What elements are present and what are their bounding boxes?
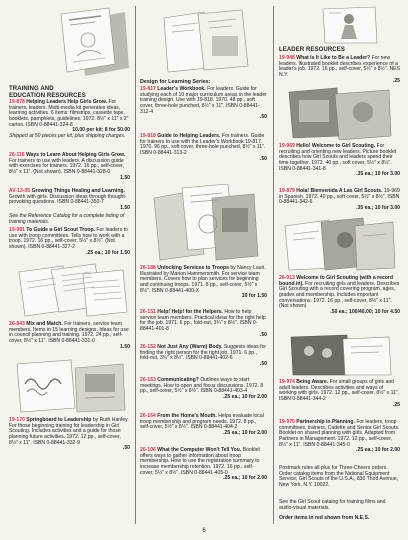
item-price: 1.50: [120, 343, 130, 350]
catalog-item: [140, 378, 267, 401]
item-description: Helps evaluate local troop membership and program needs. 1972. 8 pp., self-cover, 5½" x 8½". ISBN 0-88441-404-2: [140, 413, 264, 431]
item-code: 19-817: [140, 86, 156, 92]
column-divider: [135, 6, 136, 524]
item-title: Guide to Helping Leaders.: [157, 133, 221, 139]
booklet-illustration: [283, 216, 397, 272]
item-code: 19-970: [279, 419, 295, 425]
item-price: 10.00 per kit; 8 for 50.00: [72, 127, 130, 134]
item-code: 19-948: [279, 55, 295, 61]
item-description: For trainers, leaders. Multi-media kit generates ideas, learning activities. 6 items: filmstrips, cassette tape, booklets, pamphlets, guidelines. 1972. 8½" x 11" x 2" carton. ISBN 0-88441-324-8: [9, 99, 129, 128]
ordering-note: Postmark rules all plus for Three-Cheers orders. Order catalog items from the National Equipment Service, Girl Scouts of the U.S.A., 830 Third Avenue, New York, N.Y. 10022.: [279, 465, 399, 488]
catalog-item: [279, 189, 400, 212]
item-description: Outlines ways to start meetings. How to open and focus discussions. 1972. 8 pp., self-cover, 5½" x 8½". ISBN 0-88441-403-4: [140, 377, 264, 395]
catalog-item: [279, 420, 400, 454]
ordering-note: See the Girl Scout catalog for training films and audio-visual materials.: [279, 499, 386, 511]
catalog-item: [279, 276, 400, 316]
item-price: .50: [122, 445, 130, 452]
item-code: 26-913: [279, 275, 295, 281]
item-price: 1.50: [120, 204, 130, 211]
item-code: 19-878: [9, 99, 25, 105]
booklet-illustration: [148, 184, 260, 262]
item-price: .25 ea.; 10 for 2.00: [356, 447, 400, 454]
item-price: .50 ea.; 100/40.00; 10 for 4.50: [330, 308, 400, 315]
item-title: Help! Help! for the Helpers.: [157, 309, 223, 315]
item-price: .25 ea.; 10 for 2.00: [223, 429, 267, 436]
catalog-item: [279, 380, 400, 408]
item-title: Not Just Any (Warm) Body.: [157, 344, 223, 350]
item-description: For leaders, troop committees, trainers, Cadette and Senior Girl Scouts. Booklet on shared planning with girls. Adapted from Partners in Management. 1972. 12 pp., self-cover, 8½" x 11". ISBN 0-88441-345-0: [279, 419, 400, 448]
catalog-item: [279, 56, 400, 84]
item-price: .25 ea.; 10 for 1.50: [86, 249, 130, 256]
item-description: For trainers, service team members. Items in 15 learning designs. Ideas for use in council planning and training. 1972. 24 pp., self-cover, 8½" x 11". ISBN 0-88441-331-0: [9, 321, 129, 344]
catalog-item: [140, 448, 267, 482]
item-code: AV-13-05: [9, 188, 31, 194]
item-title: Ways to Learn About Helping Girls Grow.: [26, 152, 126, 158]
item-code: 26-164: [140, 413, 156, 419]
item-description: 19-969 in Spanish. 1972. 40 pp., soft cover, 5½" x 8½". ISBN 0-88441-342-6: [279, 188, 400, 206]
item-price: .35 ea.; 10 for 3.00: [356, 171, 400, 178]
booklet-illustration: [55, 6, 131, 82]
item-code: 19-969: [279, 143, 295, 149]
catalog-item: [140, 345, 267, 368]
series-heading: Design for Learning Series:: [140, 79, 211, 85]
catalog-item: [279, 144, 400, 178]
catalog-item: [9, 100, 130, 140]
item-code: 19-818: [140, 133, 156, 139]
item-title: Communicating?: [157, 377, 199, 383]
item-title: Growing Things Healing and Learning.: [31, 188, 125, 194]
item-description: For trainers to use with leaders. A discussion guide with exercises for trainers. 1972. 16 pp., self-cover, 8½" x 11". (Not shown). ISBN 0-88441-328-0: [9, 157, 124, 175]
item-price: .50: [259, 114, 267, 121]
item-description: For new leaders. Illustrated booklet describes experience of a leader's job. 1972. 16 pp., self-cover, 5½" x 8½". NES N.Y.: [279, 55, 400, 78]
catalog-item: [140, 134, 267, 162]
item-description: by Ruth Hanley. For those beginning training for leadership in Girl Scouting. Includes activities and a guide for those planning future activities. 1972. 12 pp., self-cover, 8½" x 11". ISBN 0-88441-332-9: [9, 417, 129, 446]
item-code: 26-116: [9, 152, 25, 158]
section-heading: [9, 86, 130, 99]
catalog-item: [9, 418, 130, 452]
section-heading: LEADER RESOURCES: [279, 47, 345, 53]
booklet-illustration: [319, 5, 381, 45]
item-description: For trainers. Guide for trainers to use with the Leader's Workbook 19-817. 1970. 96 pp., soft cover, three-hole punched, 8½" x 11". ISBN 0-88441-313-2: [140, 133, 266, 156]
item-title: To Guide a Girl Scout Troop.: [26, 227, 95, 233]
item-code: 26-163: [140, 377, 156, 383]
right-column: [279, 0, 400, 540]
item-price: .25: [392, 401, 400, 408]
booklet-illustration: [11, 262, 129, 318]
item-price: .35 ea.; 10 for 3.00: [356, 204, 400, 211]
booklet-illustration: [287, 333, 393, 377]
left-column: [9, 0, 130, 540]
item-code: 26-151: [140, 309, 156, 315]
booklet-illustration: [285, 86, 395, 140]
item-price: .25 ea.; 10 for 2.00: [223, 475, 267, 482]
item-title: Partnership in Planning.: [296, 419, 355, 425]
section-heading-line: TRAINING AND: [9, 86, 54, 92]
item-price: 1.50: [120, 174, 130, 181]
catalog-item: [9, 189, 130, 212]
item-description: For leaders to use with troop committees. Tells how to work with a troop. 1972. 16 pp., self-cover, 5½" x 8½". (Not shown). ISBN 0-88441-327-2: [9, 227, 128, 250]
item-description: Suggests ideas for finding the right person for the right job. 1971. 6 pp., fold-out, 3¾" x 8½". ISBN 0-88441-402-6: [140, 344, 267, 362]
item-code: 19-170: [9, 417, 25, 423]
item-title: Mix and Match.: [26, 321, 63, 327]
item-description: How to help service team members. Practical ideas for the right help for the job. 1971. 6 pp., fold-out, 3¾" x 8½". ISBN 0-88441-401-8: [140, 309, 266, 332]
item-description: Booklet offers ways to gather information about troop membership. How to use the registration summary to increase membership retention. 1972. 16 pp., self-cover, 5½" x 8½". ISBN 0-88441-405-0: [140, 447, 260, 476]
item-price: .25: [392, 77, 400, 84]
item-code: 26-843: [9, 321, 25, 327]
page-number: 6: [202, 528, 206, 534]
item-title: Helping Leaders Help Girls Grow.: [26, 99, 108, 105]
item-price: .50: [259, 331, 267, 338]
catalog-item: [9, 322, 130, 350]
catalog-item: [140, 87, 267, 121]
item-title: Springboard to Leadership: [26, 417, 92, 423]
item-note: Shipped at 50 pieces per kit, plus shipping charges.: [9, 132, 126, 139]
item-description: by Nancy Lauri. Illustrated by Marion Hammersmith. For service team members. Covers how to plan services for beginning and continuing troops. 1971. 8 pp., self-cover, 5½" x 8½". ISBN 0-88441-400-X: [140, 265, 266, 294]
item-code: 26-152: [140, 344, 156, 350]
item-title: What the Computer Won't Tell You.: [157, 447, 242, 453]
catalog-item: [140, 310, 267, 338]
item-code: 19-981: [9, 227, 25, 233]
item-title: Leader's Workbook.: [157, 86, 206, 92]
item-code: 19-974: [279, 379, 295, 385]
item-title: Hola! Bienvenida A Las Girl Scouts.: [296, 188, 383, 194]
item-title: Being Aware.: [296, 379, 329, 385]
catalog-item: [9, 228, 130, 256]
item-price: .50: [259, 155, 267, 162]
column-divider: [273, 6, 274, 524]
item-title: Unlocking Services to Troops: [157, 265, 229, 271]
item-description: Growth with girls. Discussion ideas through thought-provoking questions. ISBN 0-88441-350-7: [9, 193, 127, 206]
middle-column: [140, 0, 267, 540]
booklet-illustration: [13, 358, 127, 414]
item-description: For leaders. Guide for studying each of 10 major curriculum areas in the leader training design. Use with 19-818. 1970. 48 pp., soft cover, three-hole punched, 8½" x 11". ISBN 0-88441-312-4: [140, 86, 267, 115]
catalog-item: [140, 414, 267, 437]
item-price: 10 for 1.50: [241, 293, 267, 300]
item-title: What Is It Like to Be a Leader?: [296, 55, 371, 61]
item-code: 26-106: [140, 447, 156, 453]
item-price: .25 ea.; 10 for 2.00: [223, 393, 267, 400]
item-title: Welcome to Girl Scouting (with a record bound in).: [279, 275, 393, 287]
item-price: .50: [259, 360, 267, 367]
item-code: 19-879: [279, 188, 295, 194]
booklet-illustration: [158, 8, 252, 74]
item-description: For small groups of girls and adult leaders. Describes activities and ways of working with girls. 1972. 12 pp., self-cover, 8½" x 11". ISBN 0-88441-344-2: [279, 379, 400, 402]
ordering-note: Order items in red shown from N.E.S.: [279, 515, 370, 521]
item-title: Hello! Welcome to Girl Scouting.: [296, 143, 376, 149]
item-description: For recruiting and orienting new leaders. Picture booklet describes how Girl Scouts and leaders spend their time together. 1972. 40 pp., soft cover, 5½" x 8½". ISBN 0-88441-341-8: [279, 143, 397, 172]
item-description: For recruiting girls and leaders. Describes Girl Scouting with a record covering program, ages, grades and membership. Includes important conversations. 1972. 16 pp., self-cover, 8½" x 11". (Not shown): [279, 280, 400, 310]
item-title: From the Home's Mouth.: [157, 413, 217, 419]
section-heading-line: EDUCATION RESOURCES: [9, 92, 86, 99]
item-code: 26-188: [140, 265, 156, 271]
catalog-item: [140, 266, 267, 300]
catalog-item: [9, 153, 130, 181]
catalog-note: See the Reference Catalog for a complete listing of training materials.: [9, 213, 125, 225]
